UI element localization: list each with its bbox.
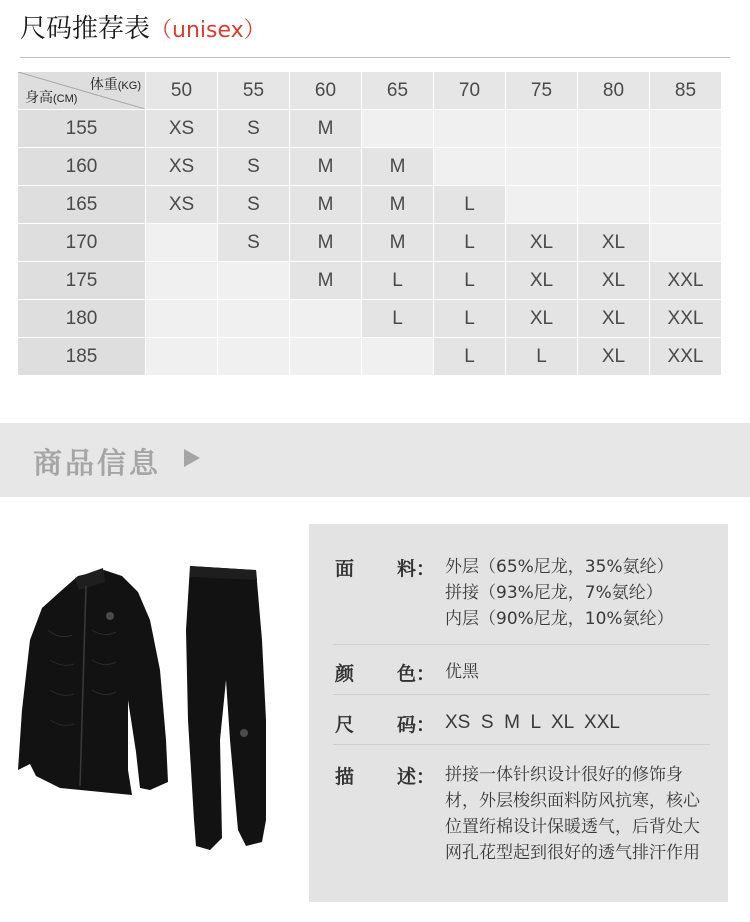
size-chart-row bbox=[18, 110, 721, 147]
divider bbox=[333, 644, 710, 645]
size-cell bbox=[218, 300, 289, 337]
size-cell bbox=[650, 110, 721, 147]
size-cell bbox=[578, 148, 649, 185]
size-cell: M bbox=[362, 148, 433, 185]
size-chart-header-row bbox=[18, 72, 721, 109]
divider bbox=[333, 694, 710, 695]
height-row-header: 160 bbox=[18, 148, 145, 185]
size-cell bbox=[434, 148, 505, 185]
size-cell bbox=[578, 186, 649, 223]
product-info-banner bbox=[0, 423, 750, 497]
size-cell bbox=[146, 338, 217, 375]
size-cell: L bbox=[434, 186, 505, 223]
size-cell bbox=[506, 186, 577, 223]
size-cell: S bbox=[218, 186, 289, 223]
divider bbox=[333, 744, 710, 745]
product-image bbox=[0, 520, 290, 900]
size-cell: M bbox=[290, 262, 361, 299]
size-cell bbox=[362, 110, 433, 147]
size-chart-row bbox=[18, 262, 721, 299]
size-cell bbox=[362, 338, 433, 375]
weight-col-header: 75 bbox=[506, 72, 577, 109]
material-line: 内层（90%尼龙，10%氨纶） bbox=[445, 609, 674, 629]
size-cell: L bbox=[434, 300, 505, 337]
size-cell: S bbox=[218, 110, 289, 147]
section-title: 商品信息 bbox=[33, 446, 162, 480]
height-row-header: 175 bbox=[18, 262, 145, 299]
description-line: 网孔花型起到很好的透气排汗作用 bbox=[445, 843, 700, 863]
size-cell: XL bbox=[506, 224, 577, 261]
size-cell: L bbox=[434, 224, 505, 261]
size-chart-row bbox=[18, 300, 721, 337]
height-row-header: 155 bbox=[18, 110, 145, 147]
size-cell: M bbox=[290, 186, 361, 223]
size-chart-row bbox=[18, 224, 721, 261]
page-title bbox=[20, 8, 266, 45]
size-cell: L bbox=[434, 262, 505, 299]
size-cell bbox=[650, 186, 721, 223]
size-chart-table bbox=[17, 71, 722, 376]
size-cell: XXL bbox=[650, 262, 721, 299]
size-cell: M bbox=[362, 224, 433, 261]
pants-illustration bbox=[186, 566, 266, 850]
jacket-illustration bbox=[18, 568, 168, 795]
size-cell bbox=[506, 148, 577, 185]
height-row-header: 185 bbox=[18, 338, 145, 375]
weight-axis-label: 体重(KG) bbox=[89, 76, 141, 92]
weight-col-header: 70 bbox=[434, 72, 505, 109]
size-chart-row bbox=[18, 338, 721, 375]
size-cell: L bbox=[362, 300, 433, 337]
size-cell bbox=[218, 338, 289, 375]
size-cell: XL bbox=[506, 262, 577, 299]
size-cell: S bbox=[218, 224, 289, 261]
size-cell: XXL bbox=[650, 300, 721, 337]
weight-col-header: 55 bbox=[218, 72, 289, 109]
height-axis-label: 身高(CM) bbox=[25, 89, 78, 105]
size-cell: M bbox=[362, 186, 433, 223]
size-cell: XL bbox=[578, 338, 649, 375]
size-cell bbox=[146, 224, 217, 261]
height-row-header: 165 bbox=[18, 186, 145, 223]
weight-col-header: 50 bbox=[146, 72, 217, 109]
size-cell: XS bbox=[146, 110, 217, 147]
size-cell: S bbox=[218, 148, 289, 185]
height-row-header: 180 bbox=[18, 300, 145, 337]
size-cell bbox=[290, 338, 361, 375]
weight-col-header: 60 bbox=[290, 72, 361, 109]
size-chart-corner bbox=[18, 72, 145, 109]
weight-col-header: 65 bbox=[362, 72, 433, 109]
size-cell bbox=[434, 110, 505, 147]
size-cell: XS bbox=[146, 148, 217, 185]
size-cell bbox=[506, 110, 577, 147]
height-row-header: 170 bbox=[18, 224, 145, 261]
weight-col-header: 85 bbox=[650, 72, 721, 109]
size-cell bbox=[650, 148, 721, 185]
play-arrow-icon bbox=[184, 449, 200, 467]
size-cell: M bbox=[290, 110, 361, 147]
title-divider bbox=[20, 57, 730, 58]
description-line: 材，外层梭织面料防风抗寒，核心 bbox=[445, 791, 700, 811]
color-value: 优黑 bbox=[445, 662, 479, 682]
size-cell: XS bbox=[146, 186, 217, 223]
size-cell: XL bbox=[578, 224, 649, 261]
description-value bbox=[445, 762, 700, 866]
material-line: 拼接（93%尼龙，7%氨纶） bbox=[445, 583, 663, 603]
size-cell bbox=[218, 262, 289, 299]
size-cell: L bbox=[506, 338, 577, 375]
size-cell: XL bbox=[506, 300, 577, 337]
size-cell: L bbox=[434, 338, 505, 375]
description-line: 拼接一体针织设计很好的修饰身 bbox=[445, 765, 683, 785]
size-cell: L bbox=[362, 262, 433, 299]
title-main: 尺码推荐表 bbox=[20, 14, 151, 44]
description-line: 位置绗棉设计保暖透气，后背处大 bbox=[445, 817, 700, 837]
title-unisex: （unisex） bbox=[150, 18, 266, 43]
size-cell: M bbox=[290, 148, 361, 185]
size-cell bbox=[146, 300, 217, 337]
size-value: XS S M L XL XXL bbox=[445, 712, 620, 733]
size-cell: XL bbox=[578, 300, 649, 337]
weight-col-header: 80 bbox=[578, 72, 649, 109]
material-line: 外层（65%尼龙，35%氨纶） bbox=[445, 557, 674, 577]
size-cell: XXL bbox=[650, 338, 721, 375]
size-cell bbox=[650, 224, 721, 261]
size-chart-row bbox=[18, 148, 721, 185]
size-cell bbox=[290, 300, 361, 337]
size-cell: XL bbox=[578, 262, 649, 299]
material-value bbox=[445, 554, 674, 632]
size-cell: M bbox=[290, 224, 361, 261]
size-cell bbox=[146, 262, 217, 299]
size-chart-row bbox=[18, 186, 721, 223]
size-cell bbox=[578, 110, 649, 147]
product-info-panel: 面 料： 外层（65%尼龙，35%氨纶） 拼接（93%尼龙，7%氨纶） 内层（90%尼龙，10%氨纶） 颜 色： 优黑 尺 码： XS S M L XL XXL 描 述： 拼接一体针织设计很好的修饰身 材，外层梭织面料防风抗寒，核心 位置绗棉设计保暖透气，后背处大 网孔花型起到很好的透气排汗作用 bbox=[309, 524, 728, 902]
